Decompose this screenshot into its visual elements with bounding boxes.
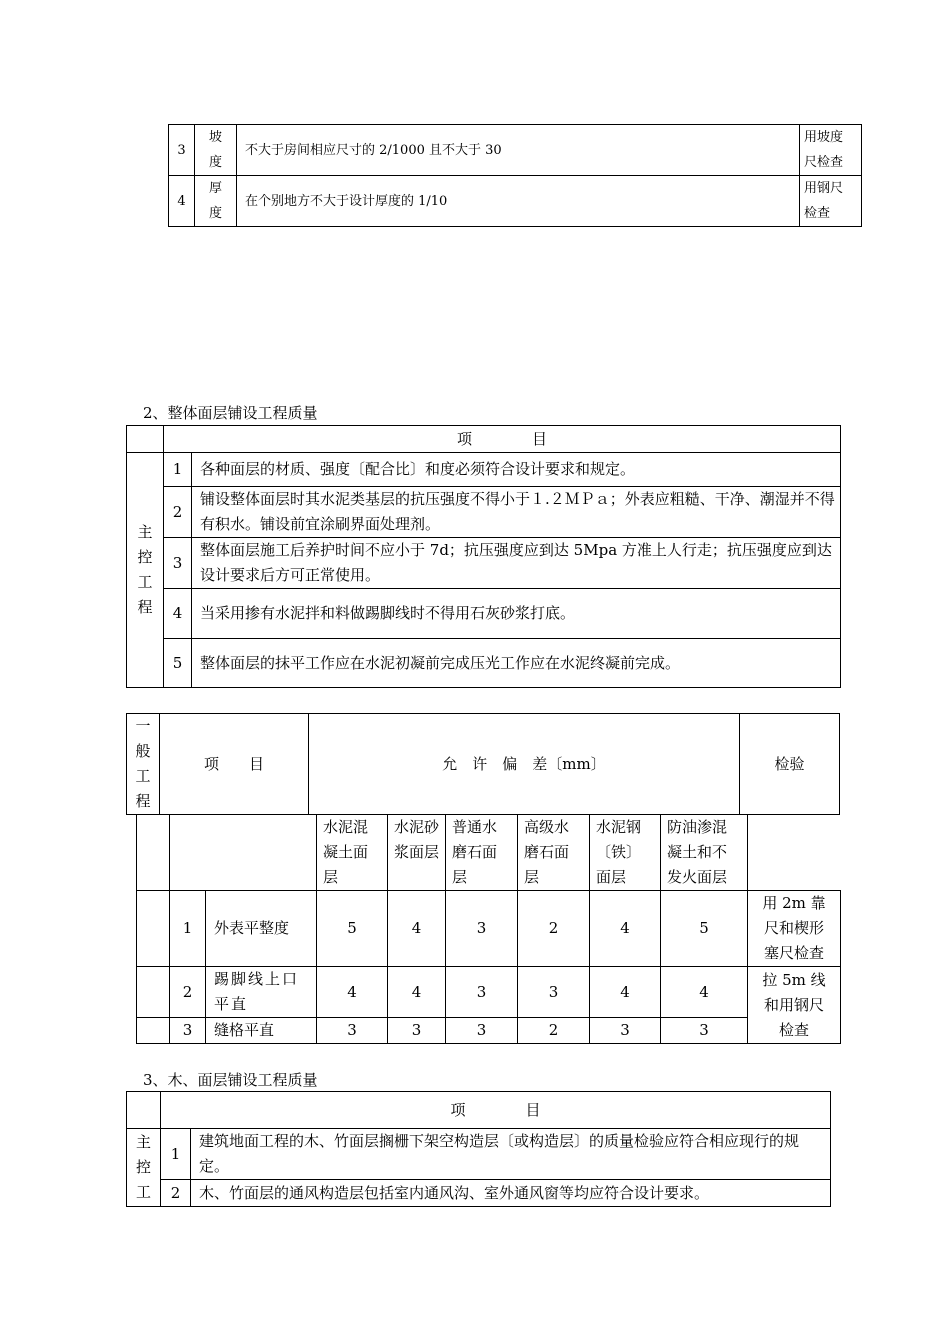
row-number: 3 bbox=[164, 538, 192, 589]
table-row bbox=[137, 891, 841, 967]
requirement: 铺设整体面层时其水泥类基层的抗压强度不得小于１.２ＭＰａ；外表应粗糙、干净、潮湿并不得有积水。铺设前宜涂刷界面处理剂。 bbox=[192, 487, 841, 538]
item-header: 项 目 bbox=[160, 714, 309, 815]
row-number: 2 bbox=[164, 487, 192, 538]
table-general-header bbox=[126, 713, 840, 815]
tolerance-value: 3 bbox=[590, 1018, 661, 1044]
table-tolerances bbox=[136, 814, 841, 1044]
item-name: 踢脚线上口平直 bbox=[206, 967, 317, 1018]
row-number: 5 bbox=[164, 639, 192, 688]
requirement: 木、竹面层的通风构造层包括室内通风沟、室外通风窗等均应符合设计要求。 bbox=[191, 1180, 831, 1207]
tolerance-value: 3 bbox=[661, 1018, 748, 1044]
column-header: 项 目 bbox=[164, 426, 841, 453]
item-name: 坡 度 bbox=[195, 125, 237, 176]
tolerance-value: 4 bbox=[590, 891, 661, 967]
table-row bbox=[127, 589, 841, 639]
table-flatness-thickness bbox=[168, 124, 862, 227]
check-method: 用 2m 靠尺和楔形塞尺检查 bbox=[748, 891, 841, 967]
row-number: 1 bbox=[164, 453, 192, 487]
category-label: 主 控 工 程 bbox=[127, 453, 164, 688]
tolerance-value: 3 bbox=[317, 1018, 388, 1044]
column-header: 水泥混凝土面层 bbox=[317, 815, 388, 891]
table-row bbox=[137, 1018, 841, 1044]
table-row bbox=[169, 125, 862, 176]
column-header: 项 目 bbox=[161, 1092, 831, 1129]
section-heading: 2、整体面层铺设工程质量 bbox=[143, 404, 318, 422]
item-name: 厚 度 bbox=[195, 176, 237, 227]
row-number: 4 bbox=[164, 589, 192, 639]
item-name: 缝格平直 bbox=[206, 1018, 317, 1044]
tolerance-header: 允 许 偏 差〔mm〕 bbox=[309, 714, 740, 815]
tolerance-value: 3 bbox=[446, 891, 518, 967]
table-wood-main-control bbox=[126, 1091, 831, 1207]
table-row bbox=[127, 1180, 831, 1207]
table-row bbox=[127, 538, 841, 589]
table-row bbox=[127, 453, 841, 487]
column-header: 水泥砂浆面层 bbox=[388, 815, 446, 891]
table-header-row bbox=[127, 426, 841, 453]
column-header: 高级水磨石面层 bbox=[518, 815, 590, 891]
row-number: 2 bbox=[170, 967, 206, 1018]
tolerance-value: 5 bbox=[661, 891, 748, 967]
table-header-row bbox=[137, 815, 841, 891]
row-number: 4 bbox=[169, 176, 195, 227]
row-number: 1 bbox=[170, 891, 206, 967]
section-heading: 3、木、面层铺设工程质量 bbox=[143, 1071, 318, 1089]
tolerance-value: 4 bbox=[388, 967, 446, 1018]
tolerance-value: 4 bbox=[317, 967, 388, 1018]
table-row bbox=[169, 176, 862, 227]
check-method: 拉 5m 线和用钢尺检查 bbox=[748, 967, 841, 1044]
column-header: 防油渗混凝土和不发火面层 bbox=[661, 815, 748, 891]
tolerance-value: 3 bbox=[446, 967, 518, 1018]
tolerance-value: 4 bbox=[388, 891, 446, 967]
table-row bbox=[127, 1129, 831, 1180]
column-header: 普通水磨石面层 bbox=[446, 815, 518, 891]
requirement: 当采用掺有水泥拌和料做踢脚线时不得用石灰砂浆打底。 bbox=[192, 589, 841, 639]
row-number: 2 bbox=[161, 1180, 191, 1207]
requirement: 整体面层的抹平工作应在水泥初凝前完成压光工作应在水泥终凝前完成。 bbox=[192, 639, 841, 688]
tolerance-value: 5 bbox=[317, 891, 388, 967]
check-method: 用钢尺 检查 bbox=[800, 176, 862, 227]
table-header-row bbox=[127, 1092, 831, 1129]
category-label: 一 般 工 程 bbox=[127, 714, 160, 815]
check-method: 用坡度 尺检查 bbox=[800, 125, 862, 176]
table-main-control bbox=[126, 425, 841, 688]
requirement: 不大于房间相应尺寸的 2/1000 且不大于 30 bbox=[237, 125, 800, 176]
requirement: 各种面层的材质、强度〔配合比〕和度必须符合设计要求和规定。 bbox=[192, 453, 841, 487]
table-row bbox=[137, 967, 841, 1018]
table-row bbox=[127, 487, 841, 538]
tolerance-value: 4 bbox=[590, 967, 661, 1018]
row-number: 3 bbox=[170, 1018, 206, 1044]
tolerance-value: 3 bbox=[518, 967, 590, 1018]
table-row bbox=[127, 639, 841, 688]
requirement: 在个别地方不大于设计厚度的 1/10 bbox=[237, 176, 800, 227]
row-number: 1 bbox=[161, 1129, 191, 1180]
requirement: 整体面层施工后养护时间不应小于 7d；抗压强度应到达 5Mpa 方准上人行走；抗压强度应到达设计要求后方可正常使用。 bbox=[192, 538, 841, 589]
tolerance-value: 4 bbox=[661, 967, 748, 1018]
requirement: 建筑地面工程的木、竹面层搁栅下架空构造层〔或构造层〕的质量检验应符合相应现行的规定。 bbox=[191, 1129, 831, 1180]
check-header: 检验 bbox=[740, 714, 840, 815]
tolerance-value: 2 bbox=[518, 1018, 590, 1044]
row-number: 3 bbox=[169, 125, 195, 176]
tolerance-value: 3 bbox=[388, 1018, 446, 1044]
tolerance-value: 3 bbox=[446, 1018, 518, 1044]
column-header: 水泥钢〔铁〕面层 bbox=[590, 815, 661, 891]
tolerance-value: 2 bbox=[518, 891, 590, 967]
category-label: 主 控 工 bbox=[127, 1129, 161, 1207]
item-name: 外表平整度 bbox=[206, 891, 317, 967]
